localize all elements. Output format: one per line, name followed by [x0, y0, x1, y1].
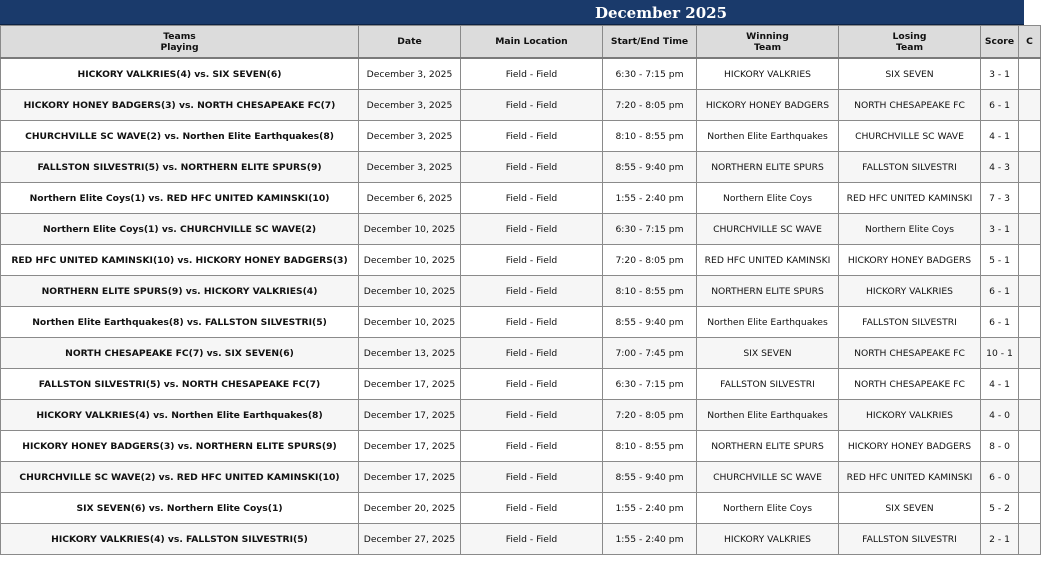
- winning-team-cell: HICKORY HONEY BADGERS: [697, 90, 839, 121]
- losing-team-cell: FALLSTON SILVESTRI: [839, 307, 981, 338]
- time-cell: 8:10 - 8:55 pm: [603, 431, 697, 462]
- winning-team-cell: SIX SEVEN: [697, 338, 839, 369]
- losing-team-cell: FALLSTON SILVESTRI: [839, 524, 981, 555]
- date-cell: December 17, 2025: [359, 431, 461, 462]
- losing-team-cell: Northern Elite Coys: [839, 214, 981, 245]
- winning-team-cell: NORTHERN ELITE SPURS: [697, 431, 839, 462]
- date-cell: December 6, 2025: [359, 183, 461, 214]
- time-cell: 7:20 - 8:05 pm: [603, 90, 697, 121]
- teams-playing-cell: Northern Elite Coys(1) vs. CHURCHVILLE SC WAVE(2): [1, 214, 359, 245]
- teams-playing-cell: RED HFC UNITED KAMINSKI(10) vs. HICKORY HONEY BADGERS(3): [1, 245, 359, 276]
- time-cell: 7:00 - 7:45 pm: [603, 338, 697, 369]
- score-cell: 4 - 1: [981, 369, 1019, 400]
- date-cell: December 10, 2025: [359, 214, 461, 245]
- table-row: [1, 183, 1041, 214]
- table-row: [1, 369, 1041, 400]
- extra-cell: [1019, 369, 1041, 400]
- table-row: [1, 462, 1041, 493]
- losing-team-cell: FALLSTON SILVESTRI: [839, 152, 981, 183]
- date-cell: December 3, 2025: [359, 152, 461, 183]
- date-cell: December 10, 2025: [359, 307, 461, 338]
- time-cell: 7:20 - 8:05 pm: [603, 245, 697, 276]
- extra-cell: [1019, 493, 1041, 524]
- table-row: [1, 58, 1041, 90]
- extra-cell: [1019, 431, 1041, 462]
- teams-playing-cell: FALLSTON SILVESTRI(5) vs. NORTHERN ELITE SPURS(9): [1, 152, 359, 183]
- table-row: [1, 214, 1041, 245]
- table-row: [1, 90, 1041, 121]
- winning-team-cell: CHURCHVILLE SC WAVE: [697, 462, 839, 493]
- header-extra-column[interactable]: C: [1019, 26, 1041, 59]
- month-title: December 2025: [595, 4, 728, 22]
- teams-playing-cell: HICKORY HONEY BADGERS(3) vs. NORTHERN ELITE SPURS(9): [1, 431, 359, 462]
- teams-playing-cell: HICKORY VALKRIES(4) vs. Northen Elite Earthquakes(8): [1, 400, 359, 431]
- table-row: [1, 307, 1041, 338]
- header-main-location[interactable]: Main Location: [461, 26, 603, 59]
- winning-team-cell: NORTHERN ELITE SPURS: [697, 276, 839, 307]
- teams-playing-cell: NORTHERN ELITE SPURS(9) vs. HICKORY VALKRIES(4): [1, 276, 359, 307]
- header-losing-team[interactable]: Losing Team: [839, 26, 981, 59]
- time-cell: 6:30 - 7:15 pm: [603, 58, 697, 90]
- score-cell: 6 - 0: [981, 462, 1019, 493]
- date-cell: December 10, 2025: [359, 245, 461, 276]
- time-cell: 8:55 - 9:40 pm: [603, 307, 697, 338]
- time-cell: 1:55 - 2:40 pm: [603, 493, 697, 524]
- header-winning-team[interactable]: Winning Team: [697, 26, 839, 59]
- losing-team-cell: RED HFC UNITED KAMINSKI: [839, 183, 981, 214]
- location-cell: Field - Field: [461, 338, 603, 369]
- header-teams-playing[interactable]: Teams Playing: [1, 26, 359, 59]
- score-cell: 6 - 1: [981, 307, 1019, 338]
- date-cell: December 3, 2025: [359, 58, 461, 90]
- winning-team-cell: HICKORY VALKRIES: [697, 524, 839, 555]
- extra-cell: [1019, 121, 1041, 152]
- date-cell: December 10, 2025: [359, 276, 461, 307]
- month-banner: [0, 0, 1024, 25]
- teams-playing-cell: NORTH CHESAPEAKE FC(7) vs. SIX SEVEN(6): [1, 338, 359, 369]
- table-row: [1, 276, 1041, 307]
- location-cell: Field - Field: [461, 400, 603, 431]
- extra-cell: [1019, 462, 1041, 493]
- table-row: [1, 152, 1041, 183]
- teams-playing-cell: CHURCHVILLE SC WAVE(2) vs. RED HFC UNITED KAMINSKI(10): [1, 462, 359, 493]
- table-row: [1, 400, 1041, 431]
- losing-team-cell: CHURCHVILLE SC WAVE: [839, 121, 981, 152]
- extra-cell: [1019, 58, 1041, 90]
- date-cell: December 17, 2025: [359, 462, 461, 493]
- table-row: [1, 121, 1041, 152]
- teams-playing-cell: FALLSTON SILVESTRI(5) vs. NORTH CHESAPEAKE FC(7): [1, 369, 359, 400]
- score-cell: 5 - 1: [981, 245, 1019, 276]
- score-cell: 8 - 0: [981, 431, 1019, 462]
- losing-team-cell: NORTH CHESAPEAKE FC: [839, 369, 981, 400]
- score-cell: 4 - 1: [981, 121, 1019, 152]
- date-cell: December 3, 2025: [359, 121, 461, 152]
- teams-playing-cell: Northern Elite Coys(1) vs. RED HFC UNITED KAMINSKI(10): [1, 183, 359, 214]
- time-cell: 8:10 - 8:55 pm: [603, 276, 697, 307]
- extra-cell: [1019, 400, 1041, 431]
- teams-playing-cell: HICKORY VALKRIES(4) vs. FALLSTON SILVESTRI(5): [1, 524, 359, 555]
- losing-team-cell: NORTH CHESAPEAKE FC: [839, 338, 981, 369]
- time-cell: 6:30 - 7:15 pm: [603, 369, 697, 400]
- location-cell: Field - Field: [461, 214, 603, 245]
- winning-team-cell: Northen Elite Earthquakes: [697, 307, 839, 338]
- winning-team-cell: Northern Elite Coys: [697, 183, 839, 214]
- extra-cell: [1019, 90, 1041, 121]
- winning-team-cell: Northern Elite Coys: [697, 493, 839, 524]
- losing-team-cell: RED HFC UNITED KAMINSKI: [839, 462, 981, 493]
- location-cell: Field - Field: [461, 245, 603, 276]
- losing-team-cell: HICKORY VALKRIES: [839, 276, 981, 307]
- score-cell: 5 - 2: [981, 493, 1019, 524]
- table-row: [1, 431, 1041, 462]
- losing-team-cell: HICKORY VALKRIES: [839, 400, 981, 431]
- table-row: [1, 338, 1041, 369]
- winning-team-cell: RED HFC UNITED KAMINSKI: [697, 245, 839, 276]
- losing-team-cell: NORTH CHESAPEAKE FC: [839, 90, 981, 121]
- winning-team-cell: CHURCHVILLE SC WAVE: [697, 214, 839, 245]
- winning-team-cell: HICKORY VALKRIES: [697, 58, 839, 90]
- table-row: [1, 245, 1041, 276]
- extra-cell: [1019, 276, 1041, 307]
- date-cell: December 20, 2025: [359, 493, 461, 524]
- losing-team-cell: HICKORY HONEY BADGERS: [839, 431, 981, 462]
- losing-team-cell: SIX SEVEN: [839, 493, 981, 524]
- teams-playing-cell: SIX SEVEN(6) vs. Northern Elite Coys(1): [1, 493, 359, 524]
- time-cell: 8:55 - 9:40 pm: [603, 462, 697, 493]
- date-cell: December 17, 2025: [359, 369, 461, 400]
- location-cell: Field - Field: [461, 369, 603, 400]
- table-row: [1, 524, 1041, 555]
- location-cell: Field - Field: [461, 431, 603, 462]
- date-cell: December 27, 2025: [359, 524, 461, 555]
- date-cell: December 17, 2025: [359, 400, 461, 431]
- time-cell: 8:55 - 9:40 pm: [603, 152, 697, 183]
- extra-cell: [1019, 524, 1041, 555]
- location-cell: Field - Field: [461, 307, 603, 338]
- extra-cell: [1019, 214, 1041, 245]
- score-cell: 4 - 3: [981, 152, 1019, 183]
- schedule-body: [1, 58, 1041, 555]
- header-start-end-time[interactable]: Start/End Time: [603, 26, 697, 59]
- location-cell: Field - Field: [461, 58, 603, 90]
- winning-team-cell: Northen Elite Earthquakes: [697, 400, 839, 431]
- location-cell: Field - Field: [461, 524, 603, 555]
- schedule-table: [0, 25, 1041, 555]
- table-row: [1, 493, 1041, 524]
- losing-team-cell: SIX SEVEN: [839, 58, 981, 90]
- extra-cell: [1019, 245, 1041, 276]
- teams-playing-cell: Northen Elite Earthquakes(8) vs. FALLSTON SILVESTRI(5): [1, 307, 359, 338]
- score-cell: 3 - 1: [981, 214, 1019, 245]
- extra-cell: [1019, 183, 1041, 214]
- time-cell: 1:55 - 2:40 pm: [603, 183, 697, 214]
- score-cell: 7 - 3: [981, 183, 1019, 214]
- date-cell: December 3, 2025: [359, 90, 461, 121]
- teams-playing-cell: HICKORY HONEY BADGERS(3) vs. NORTH CHESAPEAKE FC(7): [1, 90, 359, 121]
- score-cell: 4 - 0: [981, 400, 1019, 431]
- score-cell: 10 - 1: [981, 338, 1019, 369]
- location-cell: Field - Field: [461, 276, 603, 307]
- score-cell: 6 - 1: [981, 90, 1019, 121]
- score-cell: 3 - 1: [981, 58, 1019, 90]
- extra-cell: [1019, 338, 1041, 369]
- teams-playing-cell: CHURCHVILLE SC WAVE(2) vs. Northen Elite Earthquakes(8): [1, 121, 359, 152]
- location-cell: Field - Field: [461, 462, 603, 493]
- location-cell: Field - Field: [461, 121, 603, 152]
- date-cell: December 13, 2025: [359, 338, 461, 369]
- time-cell: 8:10 - 8:55 pm: [603, 121, 697, 152]
- score-cell: 6 - 1: [981, 276, 1019, 307]
- winning-team-cell: NORTHERN ELITE SPURS: [697, 152, 839, 183]
- winning-team-cell: Northen Elite Earthquakes: [697, 121, 839, 152]
- location-cell: Field - Field: [461, 183, 603, 214]
- location-cell: Field - Field: [461, 90, 603, 121]
- teams-playing-cell: HICKORY VALKRIES(4) vs. SIX SEVEN(6): [1, 58, 359, 90]
- losing-team-cell: HICKORY HONEY BADGERS: [839, 245, 981, 276]
- time-cell: 7:20 - 8:05 pm: [603, 400, 697, 431]
- header-score[interactable]: Score: [981, 26, 1019, 59]
- time-cell: 1:55 - 2:40 pm: [603, 524, 697, 555]
- location-cell: Field - Field: [461, 493, 603, 524]
- winning-team-cell: FALLSTON SILVESTRI: [697, 369, 839, 400]
- time-cell: 6:30 - 7:15 pm: [603, 214, 697, 245]
- header-row: [1, 26, 1041, 59]
- score-cell: 2 - 1: [981, 524, 1019, 555]
- extra-cell: [1019, 307, 1041, 338]
- extra-cell: [1019, 152, 1041, 183]
- location-cell: Field - Field: [461, 152, 603, 183]
- header-date[interactable]: Date: [359, 26, 461, 59]
